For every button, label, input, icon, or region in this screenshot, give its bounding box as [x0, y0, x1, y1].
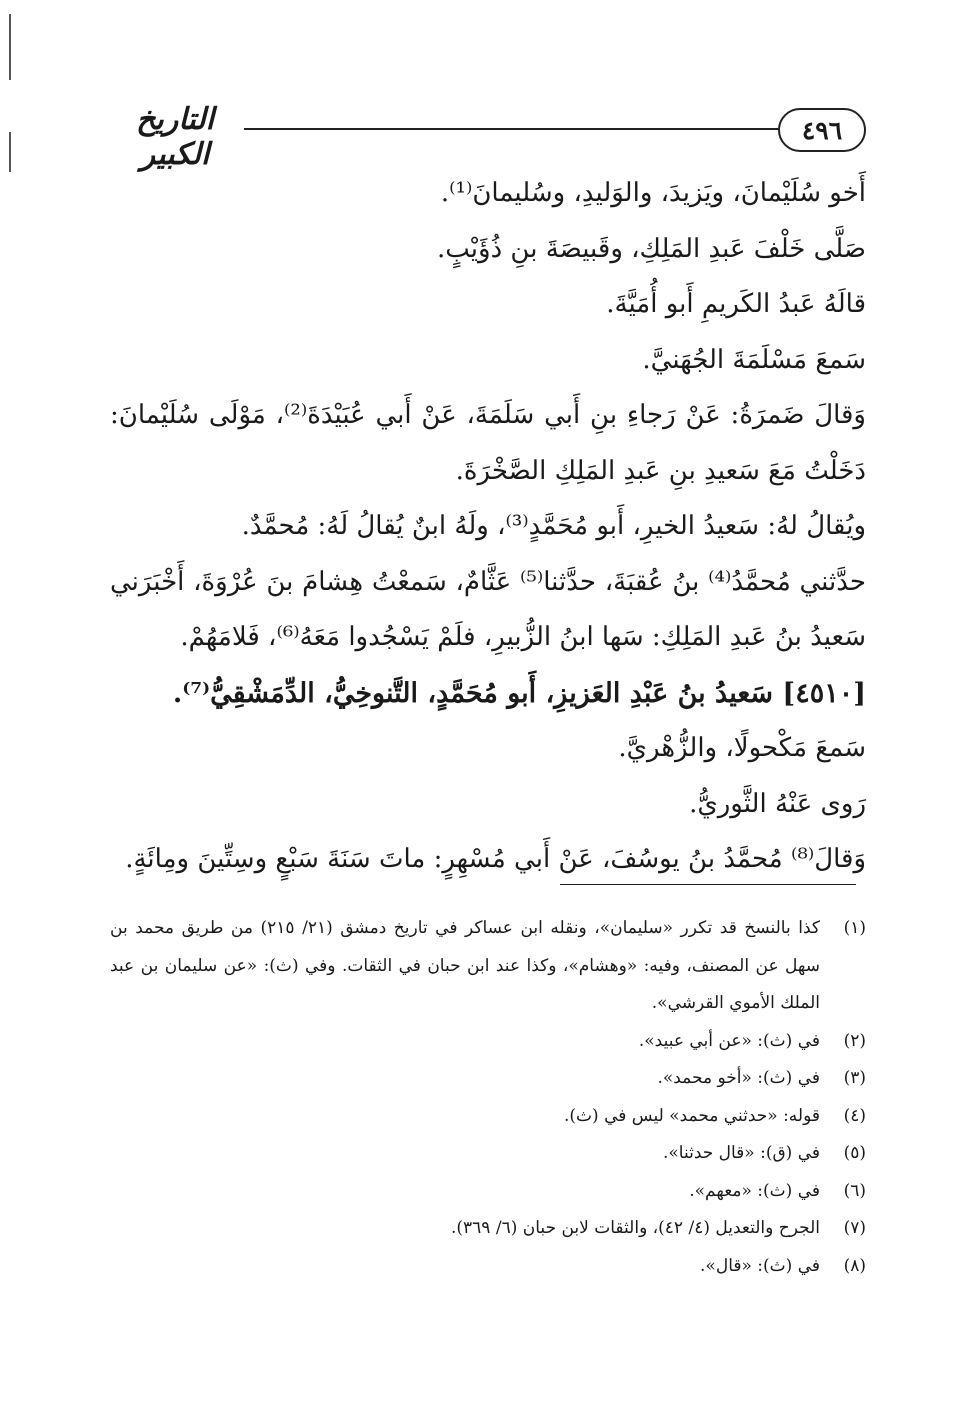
book-title: التاريخ الكبير [136, 102, 214, 172]
footnote-number: (٧) [843, 1218, 866, 1238]
text-line: سَمعَ مَسْلَمَةَ الجُهَنيَّ. [642, 344, 866, 375]
header-rule [244, 128, 778, 130]
footnote [110, 1023, 866, 1061]
entry-heading: [٤٥١٠] سَعيدُ بنُ عَبْدِ العَزيزِ، أَبو مُحَمَّدٍ، التَّنوخِيُّ، الدِّمَشْقِيُّ⁽⁷⁾. [172, 677, 866, 709]
page-number: ٤٩٦ [778, 108, 866, 152]
main-text [110, 166, 866, 888]
footnote-number: (٨) [843, 1255, 866, 1276]
text-paragraph: وَقالَ ضَمرَةُ: عَنْ رَجاءِ بنِ أَبي سَلَمَةَ، عَنْ أَبي عُبَيْدَةَ⁽²⁾، مَوْلَى سُلَيْمانَ: دَخَلْتُ مَعَ سَعيدِ بنِ عَبدِ المَلِكِ الصَّخْرَةَ. [110, 400, 866, 486]
text-line: ويُقالُ لهُ: سَعيدُ الخيرِ، أَبو مُحَمَّدٍ⁽³⁾، ولَهُ ابنٌ يُقالُ لَهُ: مُحمَّدٌ. [241, 511, 866, 541]
footnote-text: في (ث): «أخو محمد». [657, 1068, 820, 1088]
text-line: قالَهُ عَبدُ الكَريمِ أَبو أُمَيَّةَ. [606, 289, 866, 319]
footnote-text: الجرح والتعديل (٤/ ٤٢)، والثقات لابن حبان (٦/ ٣٦٩). [451, 1218, 820, 1238]
footnote-separator [560, 884, 856, 885]
footnote [110, 1098, 866, 1136]
footnote [110, 1135, 866, 1173]
footnote-text: قوله: «حدثني محمد» ليس في (ث). [564, 1105, 820, 1126]
footnotes [110, 910, 866, 1285]
footnote-number: (٤) [843, 1105, 866, 1126]
footnote-number: (١) [843, 918, 866, 938]
footnote-number: (٣) [843, 1068, 866, 1088]
footnote-number: (٦) [843, 1180, 866, 1201]
text-line: صَلَّى خَلْفَ عَبدِ المَلِكِ، وقَبيصَةَ بنِ ذُؤَيْبٍ. [437, 233, 866, 264]
text-line: وَقالَ⁽⁸⁾ مُحمَّدُ بنُ يوسُفَ، عَنْ أَبي مُسْهِرٍ: ماتَ سَنَةَ سَبْعٍ وسِتِّينَ ومِائَةٍ. [125, 844, 866, 874]
footnote-text: في (ث): «عن أبي عبيد». [638, 1030, 820, 1051]
text-paragraph: حدَّثني مُحمَّدُ⁽⁴⁾ بنُ عُقبَةَ، حدَّثنا⁽⁵⁾ عَثَّامٌ، سَمعْتُ هِشامَ بنَ عُرْوَةَ، أَخْبَرَني سَعيدُ بنُ عَبدِ المَلِكِ: سَها ابنُ الزُّبيرِ، فلَمْ يَسْجُدوا مَعَهُ⁽⁶⁾، فَلامَهُمْ. [110, 566, 866, 652]
footnote [110, 1248, 866, 1286]
footnote [110, 910, 866, 1023]
footnote-text: في (ق): «قال حدثنا». [662, 1143, 820, 1163]
footnote-text: في (ث): «قال». [700, 1255, 820, 1276]
text-line: سَمعَ مَكْحولًا، والزُّهْريَّ. [618, 733, 866, 763]
footnote-number: (٥) [843, 1143, 866, 1163]
footnote [110, 1060, 866, 1098]
footnote-number: (٢) [843, 1030, 866, 1051]
footnote-text: في (ث): «معهم». [689, 1180, 820, 1201]
margin-mark [9, 14, 11, 80]
footnote [110, 1173, 866, 1211]
running-header [110, 102, 866, 172]
footnote-text: كذا بالنسخ قد تكرر «سليمان»، ونقله ابن عساكر في تاريخ دمشق (٢١/ ٢١٥) من طريق محمد بن سهل عن المصنف، وفيه: «وهشام»، وكذا عند ابن حبان في الثقات. وفي (ث): «عن سليمان بن عبد الملك الأموي القرشي». [110, 918, 820, 1013]
footnote [110, 1210, 866, 1248]
text-line: أَخو سُلَيْمانَ، ويَزيدَ، والوَليدِ، وسُليمانَ⁽¹⁾. [440, 178, 866, 208]
text-line: رَوى عَنْهُ الثَّوريُّ. [689, 788, 866, 819]
margin-mark [9, 132, 11, 172]
